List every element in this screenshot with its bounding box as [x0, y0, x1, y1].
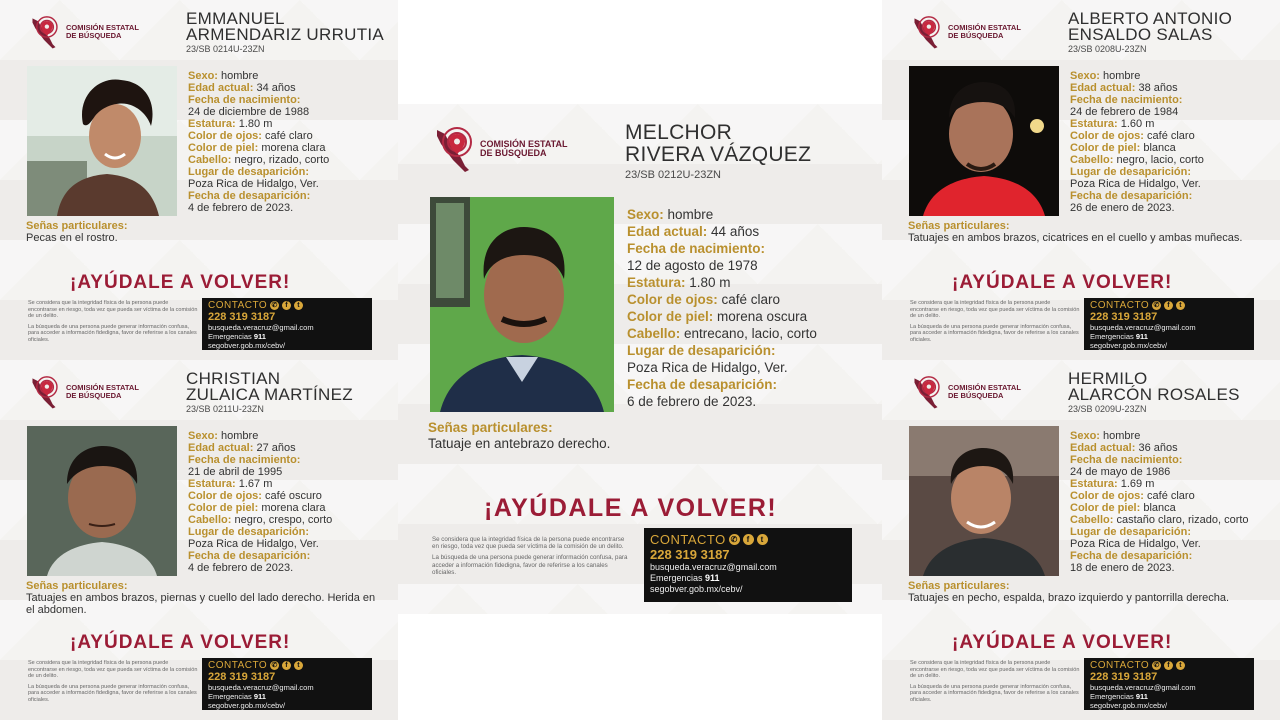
case-number: 23/SB 0212U-23ZN — [625, 169, 721, 181]
twitter-icon[interactable]: t — [1176, 301, 1185, 310]
person-photo — [909, 66, 1059, 216]
twitter-icon[interactable]: t — [294, 301, 303, 310]
help-return-heading: ¡AYÚDALE A VOLVER! — [952, 632, 1173, 653]
org-name: COMISIÓN ESTATAL DE BÚSQUEDA — [480, 138, 568, 158]
legal-note: Se considera que la integridad física de la persona puede encontrarse en riesgo, toda vez que pueda ser víctima de la comisión de un delito. La búsqueda de una persona puede generar información confusa, para acceder a información fidedigna, favor de referirse a los canales oficiales. — [28, 300, 198, 343]
person-details: Sexo: hombre Edad actual: 27 años Fecha de nacimiento: 21 de abril de 1995 Estatura: 1.67 m Color de ojos: café oscuro Color de piel: morena clara Cabello: negro, crespo, corto Lugar de desaparición: Poza Rica de Hidalgo, Ver. Fecha de desaparición: 4 de febrero de 2023. — [188, 430, 333, 574]
contact-url[interactable]: segobver.gob.mx/cebv/ — [1090, 341, 1168, 350]
person-name: ALBERTO ANTONIO ENSALDO SALAS — [1068, 9, 1233, 44]
contact-phone[interactable]: 228 319 3187 — [1090, 671, 1158, 683]
phone-icon: ✆ — [271, 662, 278, 669]
emergency-line: Emergencias 911 — [650, 573, 720, 583]
case-number: 23/SB 0211U-23ZN — [186, 404, 264, 414]
facebook-icon[interactable]: f — [1164, 301, 1173, 310]
case-number: 23/SB 0208U-23ZN — [1068, 44, 1147, 54]
person-name: CHRISTIAN ZULAICA MARTÍNEZ — [186, 369, 353, 404]
person-photo — [909, 426, 1059, 576]
legal-note: Se considera que la integridad física de la persona puede encontrarse en riesgo, toda vez que pueda ser víctima de la comisión de un delito. La búsqueda de una persona puede generar información confusa, para acceder a información fidedigna, favor de referirse a los canales oficiales. — [910, 660, 1080, 703]
phone-icon: ✆ — [1153, 662, 1160, 669]
org-name: COMISIÓN ESTATAL DE BÚSQUEDA — [948, 383, 1021, 400]
legal-note: Se considera que la integridad física de la persona puede encontrarse en riesgo, toda vez que pueda ser víctima de la comisión de un delito. La búsqueda de una persona puede generar información confusa, para acceder a información fidedigna, favor de referirse a los canales oficiales. — [910, 300, 1080, 343]
distinguishing-marks: Señas particulares: Tatuajes en ambos brazos, cicatrices en el cuello y ambas muñecas. — [908, 220, 1243, 244]
facebook-icon[interactable]: f — [743, 534, 754, 545]
emergency-line: Emergencias 911 — [208, 692, 266, 701]
contact-url[interactable]: segobver.gob.mx/cebv/ — [208, 701, 286, 710]
org-logo — [430, 124, 576, 174]
org-logo — [908, 14, 1028, 50]
help-return-heading: ¡AYÚDALE A VOLVER! — [70, 272, 291, 293]
org-logo — [26, 374, 146, 410]
contact-email[interactable]: busqueda.veracruz@gmail.com — [1090, 323, 1196, 332]
person-name: EMMANUEL ARMENDARIZ URRUTIA — [186, 9, 385, 44]
person-photo — [430, 197, 614, 412]
contact-phone[interactable]: 228 319 3187 — [1090, 311, 1158, 323]
contact-box: CONTACTO ✆ f t 228 319 3187 busqueda.veracruz@gmail.com Emergencias 911 segobver.gob.mx/cebv/ — [1084, 658, 1254, 710]
help-return-heading: ¡AYÚDALE A VOLVER! — [70, 632, 291, 653]
org-logo — [26, 14, 146, 50]
person-details: Sexo: hombre Edad actual: 44 años Fecha de nacimiento: 12 de agosto de 1978 Estatura: 1.80 m Color de ojos: café claro Color de piel: morena oscura Cabello: entrecano, lacio, corto Lugar de desaparición: Poza Rica de Hidalgo, Ver. Fecha de desaparición: 6 de febrero de 2023. — [627, 207, 817, 409]
twitter-icon[interactable]: t — [294, 661, 303, 670]
twitter-icon[interactable]: t — [757, 534, 768, 545]
contact-phone[interactable]: 228 319 3187 — [650, 547, 730, 562]
contact-url[interactable]: segobver.gob.mx/cebv/ — [208, 341, 286, 350]
emergency-line: Emergencias 911 — [1090, 692, 1148, 701]
person-details: Sexo: hombre Edad actual: 38 años Fecha de nacimiento: 24 de febrero de 1984 Estatura: 1.60 m Color de ojos: café claro Color de piel: blanca Cabello: negro, lacio, corto Lugar de desaparición: Poza Rica de Hidalgo, Ver. Fecha de desaparición: 26 de enero de 2023. — [1070, 70, 1204, 214]
facebook-icon[interactable]: f — [1164, 661, 1173, 670]
help-return-heading: ¡AYÚDALE A VOLVER! — [484, 494, 778, 522]
contact-email[interactable]: busqueda.veracruz@gmail.com — [208, 323, 314, 332]
contact-box: CONTACTO ✆ f t 228 319 3187 busqueda.veracruz@gmail.com Emergencias 911 segobver.gob.mx/cebv/ — [1084, 298, 1254, 350]
person-name: HERMILO ALARCÓN ROSALES — [1068, 369, 1240, 404]
legal-note: Se considera que la integridad física de la persona puede encontrarse en riesgo, toda vez que pueda ser víctima de la comisión de un delito. La búsqueda de una persona puede generar información confusa, para acceder a información fidedigna, favor de referirse a los canales oficiales. — [28, 660, 198, 703]
contact-email[interactable]: busqueda.veracruz@gmail.com — [650, 562, 777, 572]
contact-phone[interactable]: 228 319 3187 — [208, 671, 276, 683]
distinguishing-marks: Señas particulares: Tatuajes en ambos brazos, piernas y cuello del lado derecho. Herida en el abdomen. — [26, 580, 376, 616]
map-pin-logo-icon — [908, 14, 944, 50]
person-card-alberto — [882, 0, 1280, 360]
twitter-icon[interactable]: t — [1176, 661, 1185, 670]
distinguishing-marks: Señas particulares: Tatuaje en antebrazo derecho. — [428, 420, 611, 451]
person-card-melchor — [398, 104, 882, 614]
map-pin-logo-icon — [26, 374, 62, 410]
person-details: Sexo: hombre Edad actual: 34 años Fecha de nacimiento: 24 de diciembre de 1988 Estatura: 1.80 m Color de ojos: café claro Color de piel: morena clara Cabello: negro, rizado, corto Lugar de desaparición: Poza Rica de Hidalgo, Ver. Fecha de desaparición: 4 de febrero de 2023. — [188, 70, 330, 214]
legal-note: Se considera que la integridad física de la persona puede encontrarse en riesgo, toda vez que pueda ser víctima de la comisión de un delito. La búsqueda de una persona puede generar información confusa, para acceder a información fidedigna, favor de referirse a los canales oficiales. — [432, 536, 628, 576]
org-logo — [908, 374, 1028, 410]
person-photo — [27, 66, 177, 216]
emergency-line: Emergencias 911 — [1090, 332, 1148, 341]
facebook-icon[interactable]: f — [282, 661, 291, 670]
distinguishing-marks: Señas particulares: Pecas en el rostro. — [26, 220, 128, 244]
map-pin-logo-icon — [430, 124, 476, 174]
contact-phone[interactable]: 228 319 3187 — [208, 311, 276, 323]
person-card-christian — [0, 360, 398, 720]
person-photo — [27, 426, 177, 576]
case-number: 23/SB 0214U-23ZN — [186, 44, 265, 54]
contact-box: CONTACTO ✆ f t 228 319 3187 busqueda.veracruz@gmail.com Emergencias 911 segobver.gob.mx/cebv/ — [202, 658, 372, 710]
contact-email[interactable]: busqueda.veracruz@gmail.com — [208, 683, 314, 692]
contact-url[interactable]: segobver.gob.mx/cebv/ — [1090, 701, 1168, 710]
map-pin-logo-icon — [26, 14, 62, 50]
phone-icon: ✆ — [730, 535, 738, 544]
person-name: MELCHOR RIVERA VÁZQUEZ — [625, 121, 812, 166]
facebook-icon[interactable]: f — [282, 301, 291, 310]
phone-icon: ✆ — [1153, 302, 1160, 309]
phone-icon: ✆ — [271, 302, 278, 309]
person-card-hermilo — [882, 360, 1280, 720]
distinguishing-marks: Señas particulares: Tatuajes en pecho, espalda, brazo izquierdo y pantorrilla derecha. — [908, 580, 1230, 604]
contact-box: CONTACTO ✆ f t 228 319 3187 busqueda.veracruz@gmail.com Emergencias 911 segobver.gob.mx/cebv/ — [202, 298, 372, 350]
org-name: COMISIÓN ESTATAL DE BÚSQUEDA — [948, 23, 1021, 40]
contact-box: CONTACTO ✆ f t 228 319 3187 busqueda.veracruz@gmail.com Emergencias 911 segobver.gob.mx/cebv/ — [644, 528, 852, 602]
org-name: COMISIÓN ESTATAL DE BÚSQUEDA — [66, 383, 139, 400]
emergency-line: Emergencias 911 — [208, 332, 266, 341]
org-name: COMISIÓN ESTATAL DE BÚSQUEDA — [66, 23, 139, 40]
contact-email[interactable]: busqueda.veracruz@gmail.com — [1090, 683, 1196, 692]
map-pin-logo-icon — [908, 374, 944, 410]
contact-url[interactable]: segobver.gob.mx/cebv/ — [650, 584, 743, 594]
case-number: 23/SB 0209U-23ZN — [1068, 404, 1147, 414]
help-return-heading: ¡AYÚDALE A VOLVER! — [952, 272, 1173, 293]
person-card-emmanuel — [0, 0, 398, 360]
person-details: Sexo: hombre Edad actual: 36 años Fecha de nacimiento: 24 de mayo de 1986 Estatura: 1.69 m Color de ojos: café claro Color de piel: blanca Cabello: castaño claro, rizado, corto Lugar de desaparición: Poza Rica de Hidalgo, Ver. Fecha de desaparición: 18 de enero de 2023. — [1070, 430, 1249, 574]
